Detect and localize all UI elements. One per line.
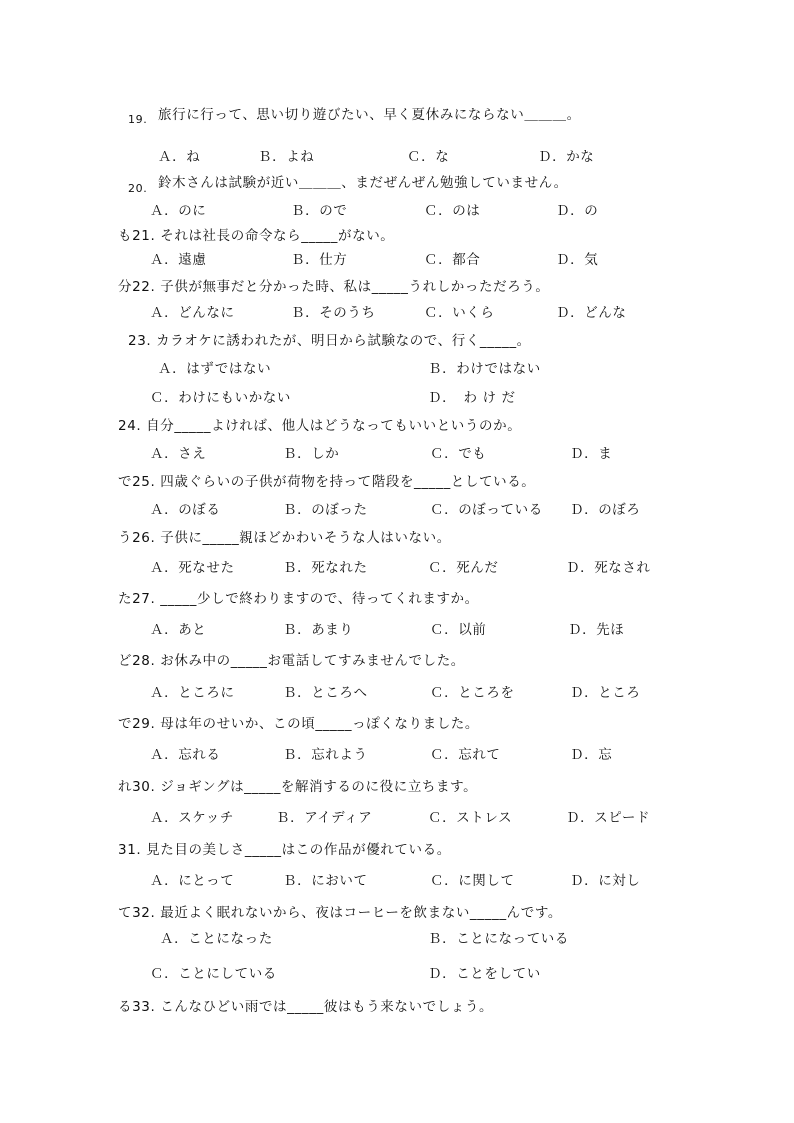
option-31-a: Ａ．にとって <box>150 873 235 889</box>
option-31-d: Ｄ．に対し <box>570 873 641 889</box>
option-29-b: Ｂ．忘れよう <box>283 747 368 763</box>
option-27-c: Ｃ．以前 <box>430 622 487 638</box>
option-21-b: Ｂ．仕方 <box>291 252 348 268</box>
question-30-text: れ30. ジョギングは_____を解消するのに役に立ちます。 <box>118 779 478 795</box>
question-22-text: 分22. 子供が無事だと分かった時、私は_____うれしかっただろう。 <box>118 279 550 295</box>
option-29-c: Ｃ．忘れて <box>430 747 501 763</box>
question-32-text: て32. 最近よく眠れないから、夜はコーヒーを飲まない_____んです。 <box>118 905 562 921</box>
option-20-b: Ｂ．ので <box>291 203 348 219</box>
option-32-a: Ａ．ことになった <box>160 931 273 947</box>
option-25-c: Ｃ．のぼっている <box>430 502 543 518</box>
option-22-a: Ａ．どんなに <box>150 305 235 321</box>
question-number-20: 20. <box>128 182 148 195</box>
question-23-text: 23. カラオケに誘われたが、明日から試験なので、行く_____。 <box>128 333 531 349</box>
question-20-text: 鈴木さんは試験が近い＿＿＿、まだぜんぜん勉強していません。 <box>158 175 568 191</box>
option-19-a: Ａ．ね <box>158 149 201 165</box>
question-number-19: 19. <box>128 113 148 126</box>
option-32-d: Ｄ．ことをしてい <box>428 966 541 982</box>
option-31-c: Ｃ．に関して <box>430 873 515 889</box>
option-28-d: Ｄ．ところ <box>570 685 641 701</box>
option-23-d: Ｄ． わ け だ <box>428 390 516 406</box>
question-26-text: う26. 子供に_____親ほどかわいそうな人はいない。 <box>118 530 451 546</box>
option-26-a: Ａ．死なせた <box>150 560 235 576</box>
option-22-c: Ｃ．いくら <box>424 305 495 321</box>
option-28-a: Ａ．ところに <box>150 685 235 701</box>
option-32-b: Ｂ．ことになっている <box>428 931 569 947</box>
option-24-b: Ｂ．しか <box>283 446 340 462</box>
option-21-a: Ａ．遠慮 <box>150 252 207 268</box>
option-25-a: Ａ．のぼる <box>150 502 221 518</box>
option-27-b: Ｂ．あまり <box>283 622 354 638</box>
question-29-text: で29. 母は年のせいか、この頃_____っぽくなりました。 <box>118 716 480 732</box>
option-20-a: Ａ．のに <box>150 203 207 219</box>
option-28-b: Ｂ．ところへ <box>283 685 368 701</box>
option-32-c: Ｃ．ことにしている <box>150 966 277 982</box>
option-23-a: Ａ．はずではない <box>158 361 272 377</box>
option-29-d: Ｄ．忘 <box>570 747 613 763</box>
option-22-b: Ｂ．そのうち <box>291 305 376 321</box>
option-30-a: Ａ．スケッチ <box>150 810 234 826</box>
option-22-d: Ｄ．どんな <box>556 305 627 321</box>
option-24-c: Ｃ．でも <box>430 446 487 462</box>
question-31-text: 31. 見た目の美しさ_____はこの作品が優れている。 <box>118 842 451 858</box>
option-24-a: Ａ．さえ <box>150 446 207 462</box>
option-19-b: Ｂ．よね <box>258 149 315 165</box>
question-33-text: る33. こんなひどい雨では_____彼はもう来ないでしょう。 <box>118 999 494 1015</box>
question-27-text: た27. _____少しで終わりますので、待ってくれますか。 <box>118 591 479 607</box>
option-23-b: Ｂ．わけではない <box>428 361 541 377</box>
option-30-d: Ｄ．スピード <box>566 810 651 826</box>
option-23-c: Ｃ．わけにもいかない <box>150 390 291 406</box>
option-31-b: Ｂ．において <box>283 873 368 889</box>
option-26-b: Ｂ．死なれた <box>283 560 368 576</box>
option-19-c: Ｃ．な <box>407 149 450 165</box>
option-24-d: Ｄ．ま <box>570 446 613 462</box>
option-30-c: Ｃ．ストレス <box>428 810 513 826</box>
option-26-c: Ｃ．死んだ <box>428 560 499 576</box>
option-21-d: Ｄ．気 <box>556 252 599 268</box>
option-29-a: Ａ．忘れる <box>150 747 221 763</box>
option-19-d: Ｄ．かな <box>538 149 595 165</box>
option-28-c: Ｃ．ところを <box>430 685 515 701</box>
question-19-text: 旅行に行って、思い切り遊びたい、早く夏休みにならない＿＿＿。 <box>158 107 581 123</box>
question-28-text: ど28. お休み中の_____お電話してすみませんでした。 <box>118 653 465 669</box>
question-25-text: で25. 四歳ぐらいの子供が荷物を持って階段を_____としている。 <box>118 474 536 490</box>
option-20-d: Ｄ．の <box>556 203 599 219</box>
option-27-a: Ａ．あと <box>150 622 207 638</box>
option-30-b: Ｂ．アイディア <box>276 810 373 826</box>
option-25-d: Ｄ．のぼろ <box>570 502 641 518</box>
option-25-b: Ｂ．のぼった <box>283 502 368 518</box>
question-24-text: 24. 自分_____よければ、他人はどうなってもいいというのか。 <box>118 418 522 434</box>
question-21-text: も21. それは社長の命令なら_____がない。 <box>118 228 395 244</box>
option-21-c: Ｃ．都合 <box>424 252 481 268</box>
option-20-c: Ｃ．のは <box>424 203 481 219</box>
option-26-d: Ｄ．死なされ <box>566 560 651 576</box>
option-27-d: Ｄ．先ほ <box>568 622 625 638</box>
